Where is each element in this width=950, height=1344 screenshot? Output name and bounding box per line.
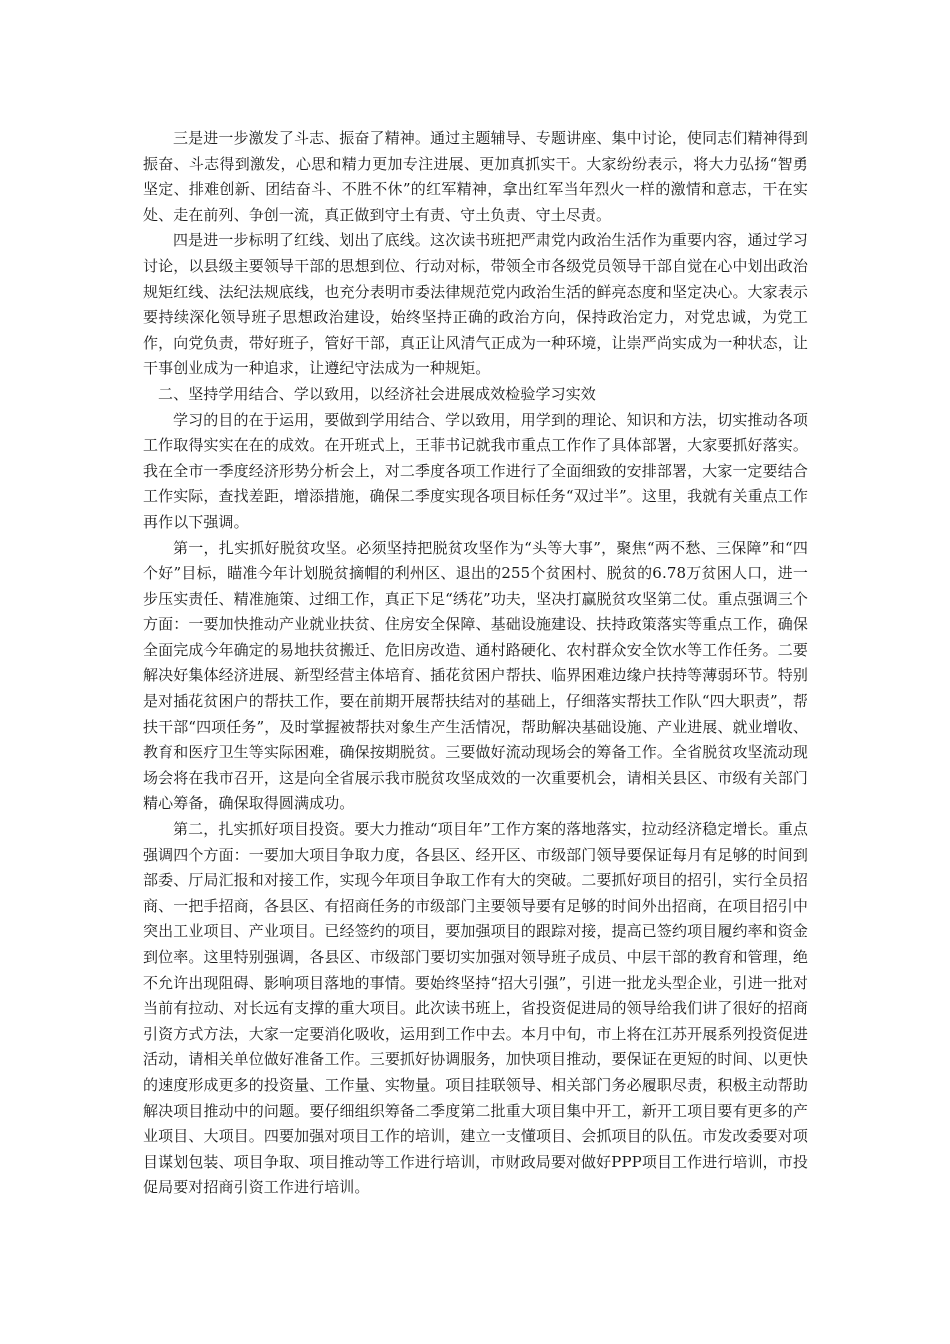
paragraph-third-point: 三是进一步激发了斗志、振奋了精神。通过主题辅导、专题讲座、集中讨论，使同志们精神得到振奋、斗志得到激发，心思和精力更加专注进展、更加真抓实干。大家纷纷表示，将大力弘扬“智勇坚定、排难创新、团结奋斗、不胜不休”的红军精神，拿出红军当年烈火一样的激情和意志，干在实处、走在前列、争创一流，真正做到守土有责、守土负责、守土尽责。: [143, 129, 808, 224]
paragraph-project-investment: 第二，扎实抓好项目投资。要大力推动“项目年”工作方案的落地落实，拉动经济稳定增长。重点强调四个方面：一要加大项目争取力度，各县区、经开区、市级部门领导要保证每月有足够的时间到部委、厅局汇报和对接工作，实现今年项目争取工作有大的突破。二要抓好项目的招引，实行全员招商、一把手招商，各县区、有招商任务的市级部门主要领导要有足够的时间外出招商，在项目招引中突出工业项目、产业项目。已经签约的项目，要加强项目的跟踪对接，提高已签约项目履约率和资金到位率。这里特别强调，各县区、市级部门要切实加强对领导班子成员、中层干部的教育和管理，绝不允许出现阻碍、影响项目落地的事情。要始终坚持“招大引强”，引进一批龙头型企业，引进一批对当前有拉动、对长远有支撑的重大项目。此次读书班上，省投资促进局的领导给我们讲了很好的招商引资方式方法，大家一定要消化吸收，运用到工作中去。本月中旬，市上将在江苏开展系列投资促进活动，请相关单位做好准备工作。三要抓好协调服务，加快项目推动，要保证在更短的时间、以更快的速度形成更多的投资量、工作量、实物量。项目挂联领导、相关部门务必履职尽责，积极主动帮助解决项目推动中的问题。要仔细组织筹备二季度第二批重大项目集中开工，新开工项目要有更多的产业项目、大项目。四要加强对项目工作的培训，建立一支懂项目、会抓项目的队伍。市发改委要对项目谋划包装、项目争取、项目推动等工作进行培训，市财政局要对做好PPP项目工作进行培训，市投促局要对招商引资工作进行培训。: [143, 820, 808, 1197]
paragraph-poverty-alleviation: 第一，扎实抓好脱贫攻坚。必须坚持把脱贫攻坚作为“头等大事”，聚焦“两不愁、三保障”和“四个好”目标，瞄准今年计划脱贫摘帽的利州区、退出的255个贫困村、脱贫的6.78万贫困人口，进一步压实责任、精准施策、过细工作，真正下足“绣花”功夫，坚决打赢脱贫攻坚第二仗。重点强调三个方面：一要加快推动产业就业扶贫、住房安全保障、基础设施建设、扶持政策落实等重点工作，确保全面完成今年确定的易地扶贫搬迁、危旧房改造、通村路硬化、农村群众安全饮水等工作任务。二要解决好集体经济进展、新型经营主体培育、插花贫困户帮扶、临界困难边缘户扶持等薄弱环节。特别是对插花贫困户的帮扶工作，要在前期开展帮扶结对的基础上，仔细落实帮扶工作队“四大职责”，帮扶干部“四项任务”，及时掌握被帮扶对象生产生活情况，帮助解决基础设施、产业进展、就业增收、教育和医疗卫生等实际困难，确保按期脱贫。三要做好流动现场会的筹备工作。全省脱贫攻坚流动现场会将在我市召开，这是向全省展示我市脱贫攻坚成效的一次重要机会，请相关县区、市级有关部门精心筹备，确保取得圆满成功。: [143, 538, 808, 813]
section-heading: 二、坚持学用结合、学以致用，以经济社会进展成效检验学习实效: [158, 384, 596, 403]
document-body: [143, 126, 808, 1201]
paragraph-fourth-point: 四是进一步标明了红线、划出了底线。这次读书班把严肃党内政治生活作为重要内容，通过学习讨论，以县级主要领导干部的思想到位、行动对标，带领全市各级党员领导干部自觉在心中划出政治规矩红线、法纪法规底线，也充分表明市委法律规范党内政治生活的鲜亮态度和坚定决心。大家表示要持续深化领导班子思想政治建设，始终坚持正确的政治方向，保持政治定力，对党忠诚，为党工作，向党负责，带好班子，管好干部，真正让风清气正成为一种环境，让崇严尚实成为一种状态，让干事创业成为一种追求，让遵纪守法成为一种规矩。: [143, 231, 808, 378]
paragraph-learning-purpose: 学习的目的在于运用，要做到学用结合、学以致用，用学到的理论、知识和方法，切实推动各项工作取得实实在在的成效。在开班式上，王菲书记就我市重点工作作了具体部署，大家要抓好落实。我在全市一季度经济形势分析会上，对二季度各项工作进行了全面细致的安排部署，大家一定要结合工作实际，查找差距，增添措施，确保二季度实现各项目标任务“双过半”。这里，我就有关重点工作再作以下强调。: [143, 410, 808, 531]
